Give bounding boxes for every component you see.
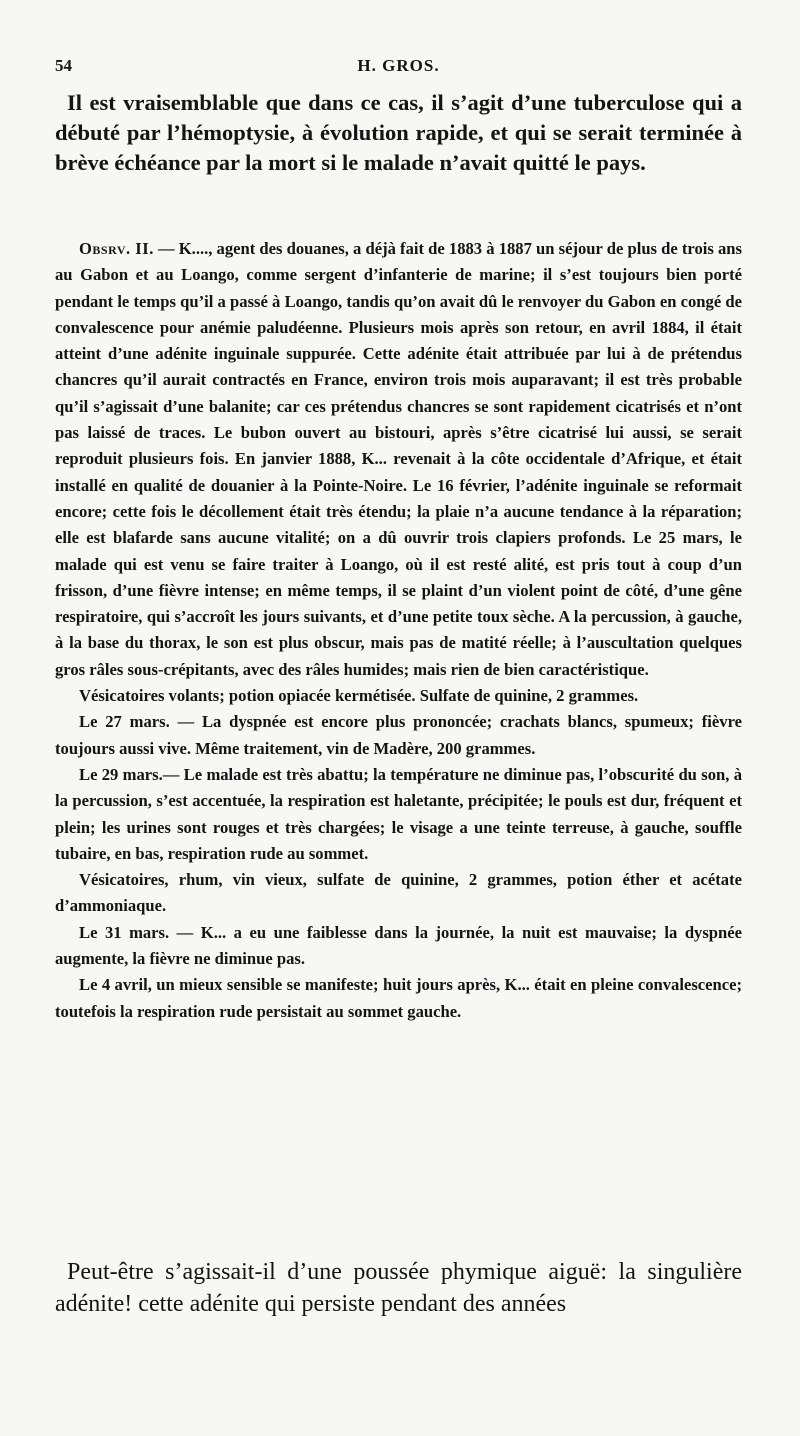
treatment-paragraph-2: Vésicatoires, rhum, vin vieux, sulfate de quinine, 2 grammes, potion éther et acétate d’ammoniaque. bbox=[55, 870, 742, 916]
entry-4-avril: Le 4 avril, un mieux sensible se manifeste; huit jours après, K... était en pleine convalescence; toutefois la respiration rude persistait au sommet gauche. bbox=[55, 975, 742, 1021]
observation-body: — K...., agent des douanes, a déjà fait de 1883 à 1887 un séjour de plus de trois ans au Gabon et au Loango, comme sergent d’infanterie de marine; il s’est toujours bien porté pendant le temps qu’il a passé à Loango, tandis qu’on avait dû le renvoyer du Gabon en congé de convalescence pour anémie paludéenne. Plusieurs mois après son retour, en avril 1884, il était atteint d’une adénite inguinale suppurée. Cette adénite était attribuée par lui à de prétendus chancres qu’il aurait contractés en France, environ trois mois auparavant; il est très probable qu’il s’agissait d’une balanite; car ces prétendus chancres se sont rapidement cicatrisés et n’ont pas laissé de traces. Le bubon ouvert au bistouri, après s’être cicatrisé lui aussi, se serait reproduit plusieurs fois. En janvier 1888, K... revenait à la côte occidentale d’Afrique, et était installé en qualité de douanier à la Pointe-Noire. Le 16 février, l’adénite inguinale se reformait encore; cette fois le décollement était très étendu; la plaie n’a aucune tendance à la réparation; elle est blafarde sans aucune vitalité; on a dû ouvrir trois clapiers profonds. Le 25 mars, le malade qui est venu se faire traiter à Loango, où il est resté alité, est pris tout à coup d’un frisson, d’une fièvre intense; en même temps, il se plaint d’un violent point de côté, d’une gêne respiratoire, qui s’accroît les jours suivants, et d’une petite toux sèche. A la percussion, à gauche, à la base du thorax, le son est plus obscur, mais pas de matité réelle; à l’auscultation quelques gros râles sous-crépitants, avec des râles humides; mais rien de bien caractéristique. bbox=[55, 239, 742, 679]
entry-31-mars: Le 31 mars. — K... a eu une faiblesse dans la journée, la nuit est mauvaise; la dyspnée augmente, la fièvre ne diminue pas. bbox=[55, 922, 742, 969]
intro-paragraph: Il est vraisemblable que dans ce cas, il s’agit d’une tuberculose qui a débuté par l’hémoptysie, à évolution rapide, et qui se serait terminée à brève échéance par la mort si le malade n’avait quitté le pays. bbox=[55, 90, 742, 175]
observation-section bbox=[55, 236, 742, 1025]
observation-paragraph bbox=[55, 236, 742, 683]
conclusion-paragraph: Peut-être s’agissait-il d’une poussée phymique aiguë: la singulière adénite! cette adénite qui persiste pendant des années bbox=[55, 1259, 742, 1317]
intro-section bbox=[55, 88, 742, 178]
running-title: H. GROS. bbox=[357, 56, 440, 75]
page-header bbox=[55, 56, 742, 80]
treatment-paragraph: Vésicatoires volants; potion opiacée kermétisée. Sulfate de quinine, 2 grammes. bbox=[79, 686, 639, 706]
page-number: 54 bbox=[55, 56, 72, 75]
entry-29-mars: Le 29 mars.— Le malade est très abattu; la température ne diminue pas, l’obscurité du son, à la percussion, s’est accentuée, la respiration est haletante, précipitée; le pouls est dur, fréquent et plein; les urines sont rouges et très chargées; le visage a une teinte terreuse, à gauche, souffle tubaire, en bas, respiration rude au sommet. bbox=[55, 764, 742, 863]
conclusion-section bbox=[55, 1256, 742, 1320]
entry-27-mars: Le 27 mars. — La dyspnée est encore plus prononcée; crachats blancs, spumeux; fièvre toujours aussi vive. Même traitement, vin de Madère, 200 grammes. bbox=[55, 712, 742, 758]
observation-label: Obsrv. II. bbox=[79, 239, 154, 258]
